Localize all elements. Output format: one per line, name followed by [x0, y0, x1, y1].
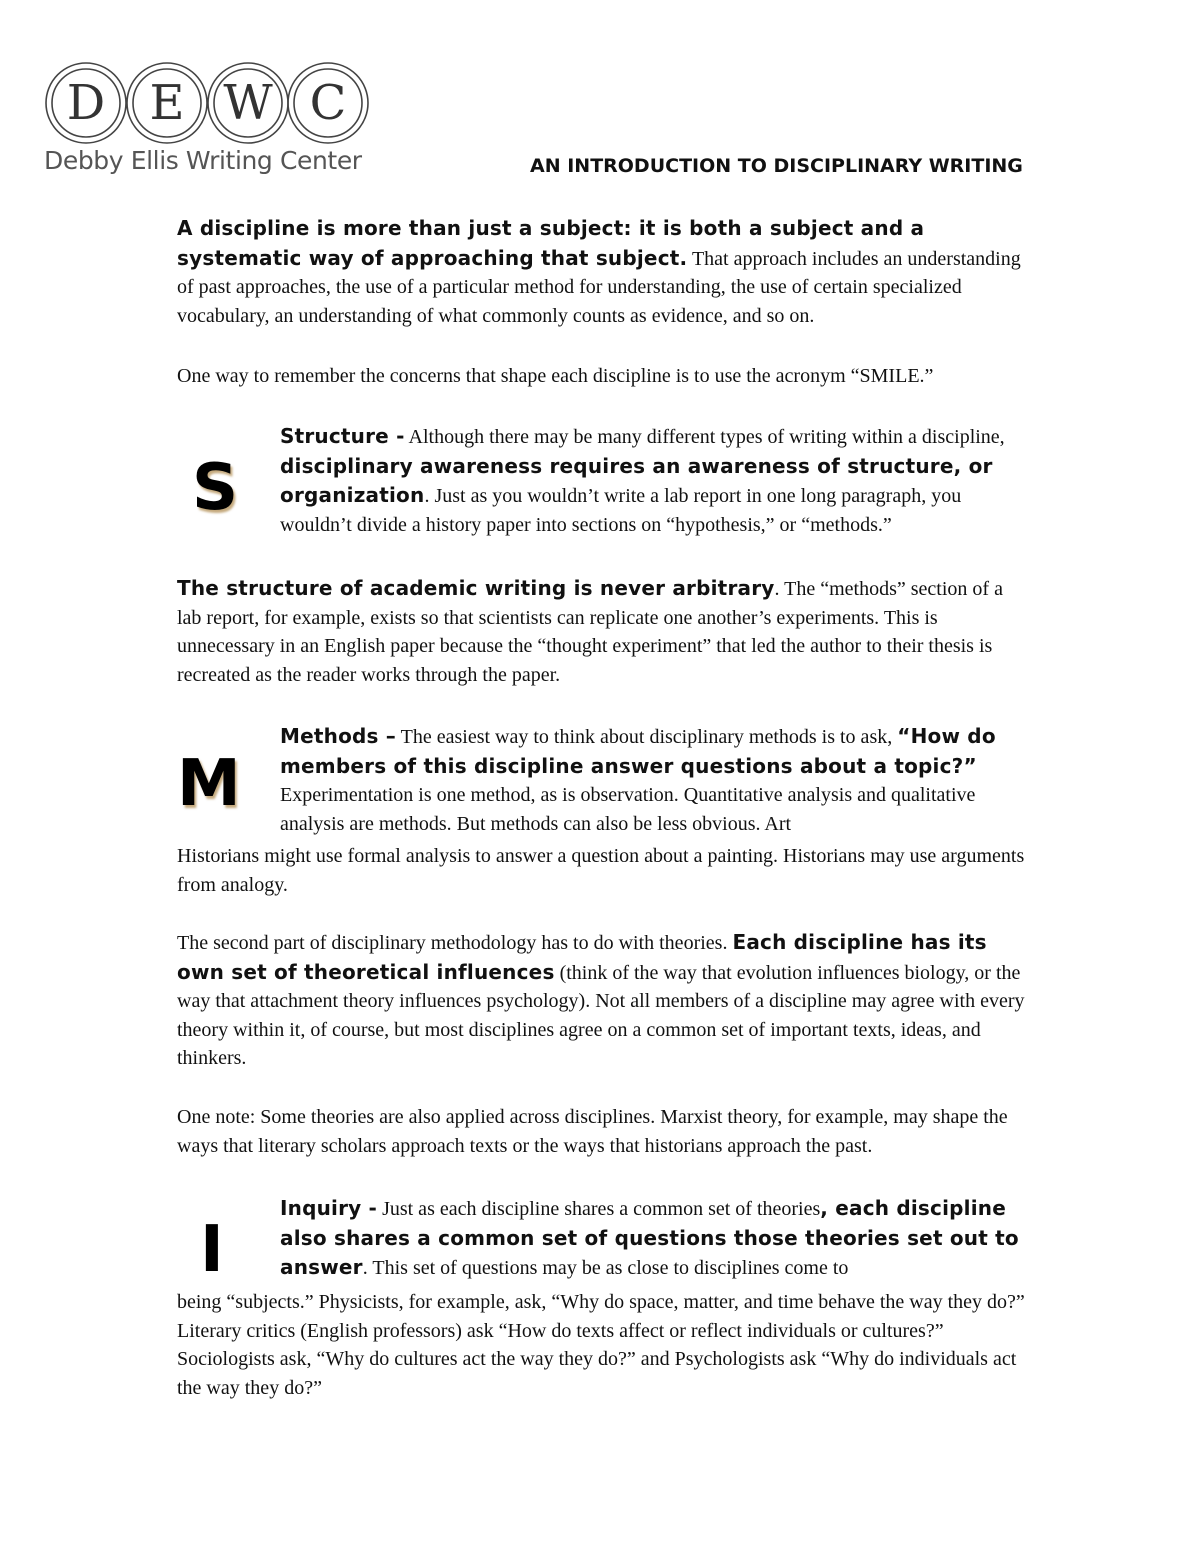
theories-paragraph: [177, 928, 1027, 1073]
structure-paragraph: [280, 422, 1025, 539]
logo-subtitle: Debby Ellis Writing Center: [44, 146, 362, 175]
inquiry-paragraph: [280, 1194, 1025, 1283]
theories-text-1: The second part of disciplinary methodology has to do with theories.: [177, 932, 733, 954]
logo-letter-d: D: [66, 75, 106, 131]
methods-continuation: Historians might use formal analysis to answer a question about a painting. Historians may use arguments from analogy.: [177, 845, 1025, 896]
intro-text: That approach includes an understanding of past approaches, the use of a particular method for understanding, the use of certain specialized vocabulary, an understanding of what commonly counts as evidence, and so on.: [177, 247, 1021, 327]
theories-text-2: (think of the way that evolution influences biology, or the way that attachment theory influences psychology). Not all members of a discipline may agree with every theory within it, of course, but most disciplines agree on a common set of important texts, ideas, and thinkers.: [177, 961, 1025, 1069]
structure-followup-paragraph: [177, 574, 1027, 689]
inquiry-heading: Inquiry -: [280, 1196, 378, 1220]
methods-heading: Methods –: [280, 724, 396, 748]
document-title: AN INTRODUCTION TO DISCIPLINARY WRITING: [530, 155, 1023, 177]
methods-bold: “How do members of this discipline answer questions about a topic?”: [280, 724, 996, 778]
inquiry-continuation: being “subjects.” Physicists, for example, ask, “Why do space, matter, and time behave the way they do?” Literary critics (English professors) ask “How do texts affect or reflect individuals or cultures?” Sociologists ask, “Why do cultures act the way they do?” and Psychologists ask “Why do individuals act the way they do?”: [177, 1291, 1025, 1399]
methods-paragraph: [280, 722, 1025, 838]
logo-letter-e: E: [149, 75, 185, 131]
structure-followup-text: . The “methods” section of a lab report, for example, exists so that scientists can replicate one another’s experiments. This is unnecessary in an English paper because the “thought experiment” that led the author to their thesis is recreated as the reader works through the paper.: [177, 578, 1003, 686]
inquiry-bold: , each discipline also shares a common set of questions those theories set out to answer: [280, 1196, 1019, 1279]
intro-paragraph: [177, 214, 1027, 330]
methods-text-2: Experimentation is one method, as is observation. Quantitative analysis and qualitative analysis are methods. But methods can also be less obvious. Art: [280, 784, 976, 835]
structure-text-2: . Just as you wouldn’t write a lab report in one long paragraph, you wouldn’t divide a history paper into sections on “hypothesis,” or “methods.”: [280, 485, 962, 536]
logo-letter-w: W: [223, 75, 273, 131]
logo-letter-c: C: [309, 75, 347, 131]
structure-bold: disciplinary awareness requires an awareness of structure, or organization: [280, 453, 993, 507]
intro-bold: A discipline is more than just a subject: it is both a subject and a systematic way of approaching that subject.: [177, 216, 925, 270]
inquiry-text-2: . This set of questions may be as close to disciplines come to: [362, 1257, 849, 1279]
big-letter-i: I: [200, 1213, 224, 1287]
big-letter-s: S: [192, 451, 239, 525]
structure-text-1: Although there may be many different types of writing within a discipline,: [404, 426, 1005, 448]
acronym-paragraph: One way to remember the concerns that shape each discipline is to use the acronym “SMILE.”: [177, 365, 934, 387]
dewc-logo: [44, 60, 384, 182]
structure-followup-bold: The structure of academic writing is never arbitrary: [177, 576, 775, 600]
structure-heading: Structure -: [280, 424, 405, 448]
big-letter-m: M: [177, 747, 241, 821]
theories-bold: Each discipline has its own set of theoretical influences: [177, 930, 987, 984]
note-paragraph: One note: Some theories are also applied across disciplines. Marxist theory, for example, may shape the ways that literary scholars approach texts or the ways that historians approach the past.: [177, 1106, 1008, 1157]
inquiry-text-1: Just as each discipline shares a common set of theories: [377, 1198, 821, 1220]
methods-text-1: The easiest way to think about disciplinary methods is to ask,: [396, 726, 898, 748]
